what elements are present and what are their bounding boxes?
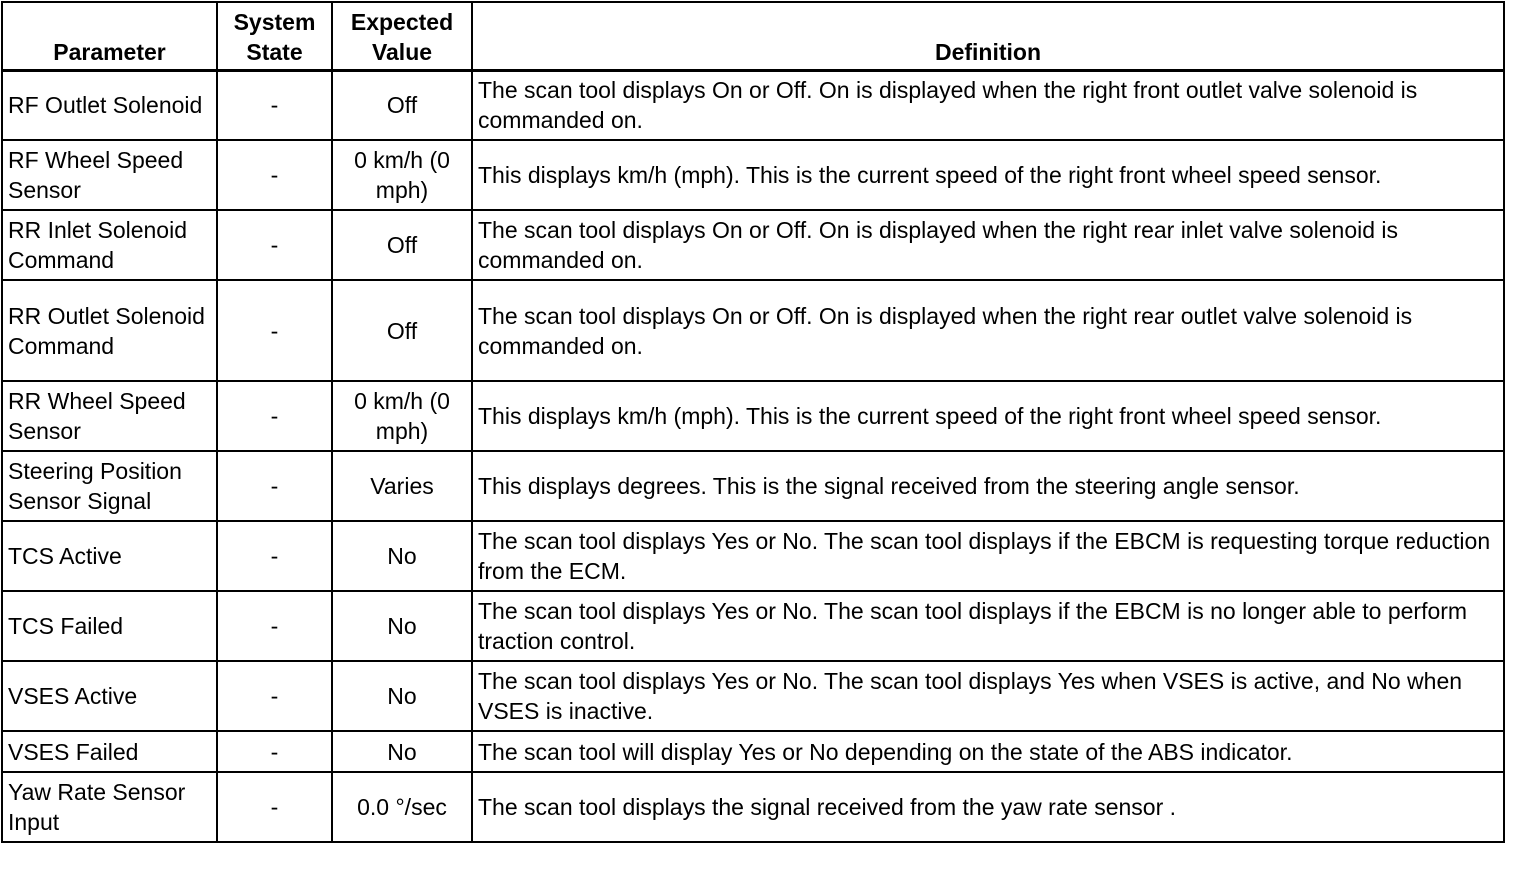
table-row (2, 280, 1504, 381)
cell-parameter: VSES Active (2, 661, 217, 731)
cell-parameter: RF Wheel Speed Sensor (2, 140, 217, 210)
scan-data-table (1, 1, 1505, 843)
table-row (2, 661, 1504, 731)
cell-definition: This displays km/h (mph). This is the current speed of the right front wheel speed sensor. (472, 140, 1504, 210)
cell-system-state: - (217, 731, 332, 772)
cell-expected-value: 0.0 °/sec (332, 772, 472, 842)
cell-parameter: RF Outlet Solenoid (2, 70, 217, 140)
header-expected-value: Expected Value (332, 2, 472, 70)
cell-parameter: Yaw Rate Sensor Input (2, 772, 217, 842)
header-parameter: Parameter (2, 2, 217, 70)
cell-definition: The scan tool displays Yes or No. The scan tool displays Yes when VSES is active, and No when VSES is inactive. (472, 661, 1504, 731)
header-definition: Definition (472, 2, 1504, 70)
table-row (2, 140, 1504, 210)
cell-system-state: - (217, 591, 332, 661)
cell-expected-value: 0 km/h (0 mph) (332, 140, 472, 210)
cell-system-state: - (217, 381, 332, 451)
cell-parameter: TCS Active (2, 521, 217, 591)
cell-parameter: VSES Failed (2, 731, 217, 772)
cell-expected-value: 0 km/h (0 mph) (332, 381, 472, 451)
table-row (2, 591, 1504, 661)
table-row (2, 70, 1504, 140)
cell-definition: The scan tool displays On or Off. On is displayed when the right rear inlet valve solenoid is commanded on. (472, 210, 1504, 280)
cell-parameter: RR Inlet Solenoid Command (2, 210, 217, 280)
table-row (2, 381, 1504, 451)
table-row (2, 451, 1504, 521)
cell-parameter: TCS Failed (2, 591, 217, 661)
cell-expected-value: No (332, 661, 472, 731)
cell-expected-value: Off (332, 210, 472, 280)
cell-expected-value: No (332, 731, 472, 772)
cell-parameter: RR Outlet Solenoid Command (2, 280, 217, 381)
cell-definition: The scan tool displays Yes or No. The scan tool displays if the EBCM is requesting torque reduction from the ECM. (472, 521, 1504, 591)
cell-expected-value: No (332, 521, 472, 591)
cell-parameter: RR Wheel Speed Sensor (2, 381, 217, 451)
cell-definition: The scan tool displays On or Off. On is displayed when the right rear outlet valve solenoid is commanded on. (472, 280, 1504, 381)
table-row (2, 210, 1504, 280)
cell-definition: The scan tool displays Yes or No. The scan tool displays if the EBCM is no longer able to perform traction control. (472, 591, 1504, 661)
table-row (2, 731, 1504, 772)
header-row (2, 2, 1504, 70)
table-row (2, 772, 1504, 842)
cell-definition: This displays degrees. This is the signal received from the steering angle sensor. (472, 451, 1504, 521)
cell-expected-value: No (332, 591, 472, 661)
cell-parameter: Steering Position Sensor Signal (2, 451, 217, 521)
cell-system-state: - (217, 70, 332, 140)
cell-expected-value: Varies (332, 451, 472, 521)
cell-system-state: - (217, 772, 332, 842)
cell-definition: This displays km/h (mph). This is the current speed of the right front wheel speed sensor. (472, 381, 1504, 451)
cell-system-state: - (217, 521, 332, 591)
cell-expected-value: Off (332, 280, 472, 381)
cell-expected-value: Off (332, 70, 472, 140)
cell-definition: The scan tool will display Yes or No depending on the state of the ABS indicator. (472, 731, 1504, 772)
cell-definition: The scan tool displays the signal received from the yaw rate sensor . (472, 772, 1504, 842)
cell-system-state: - (217, 140, 332, 210)
cell-system-state: - (217, 280, 332, 381)
cell-system-state: - (217, 210, 332, 280)
cell-definition: The scan tool displays On or Off. On is displayed when the right front outlet valve solenoid is commanded on. (472, 70, 1504, 140)
cell-system-state: - (217, 451, 332, 521)
table-row (2, 521, 1504, 591)
header-system-state: System State (217, 2, 332, 70)
cell-system-state: - (217, 661, 332, 731)
